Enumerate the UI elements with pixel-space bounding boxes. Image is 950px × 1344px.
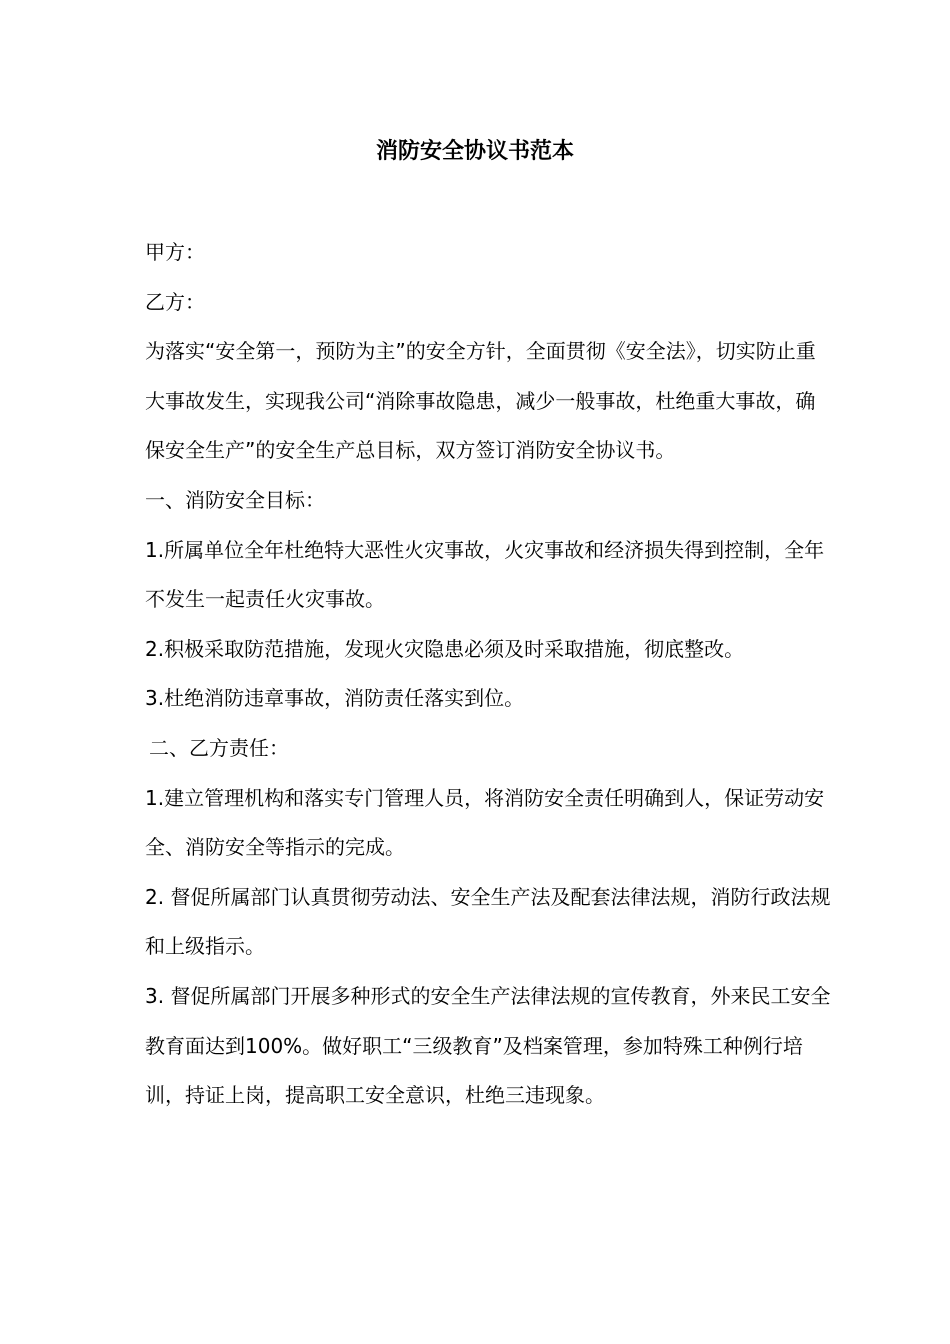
goal-item-3: 3.杜绝消防违章事故，消防责任落实到位。 — [145, 686, 525, 711]
intro-paragraph: 为落实“安全第一，预防为主”的安全方针，全面贯彻《安全法》，切实防止重大事故发生，实现我公司“消除事故隐患，减少一般事故，杜绝重大事故，确保安全生产”的安全生产总目标，双方签订消防安全协议书。 — [145, 339, 816, 463]
responsibility-item-1: 1.建立管理机构和落实专门管理人员，将消防安全责任明确到人，保证劳动安全、消防安全等指示的完成。 — [145, 785, 825, 860]
document-title: 消防安全协议书范本 — [375, 139, 574, 164]
party-b-line: 乙方： — [145, 289, 205, 314]
goal-item-2: 2.积极采取防范措施，发现火灾隐患必须及时采取措施，彻底整改。 — [145, 636, 745, 661]
party-a-line: 甲方： — [145, 240, 205, 264]
document-body — [145, 228, 835, 1121]
section-heading-responsibilities: 二、乙方责任： — [149, 735, 289, 760]
goal-item-1: 1.所属单位全年杜绝特大恶性火灾事故，火灾事故和经济损失得到控制，全年不发生一起责任火灾事故。 — [145, 537, 825, 612]
responsibility-item-2: 2. 督促所属部门认真贯彻劳动法、安全生产法及配套法律法规，消防行政法规和上级指示。 — [145, 884, 831, 959]
section-heading-goals: 一、消防安全目标： — [145, 487, 325, 512]
responsibility-item-3: 3. 督促所属部门开展多种形式的安全生产法律法规的宣传教育，外来民工安全教育面达到100%。做好职工“三级教育”及档案管理，参加特殊工种例行培训，持证上岗，提高职工安全意识，杜绝三违现象。 — [145, 983, 831, 1108]
